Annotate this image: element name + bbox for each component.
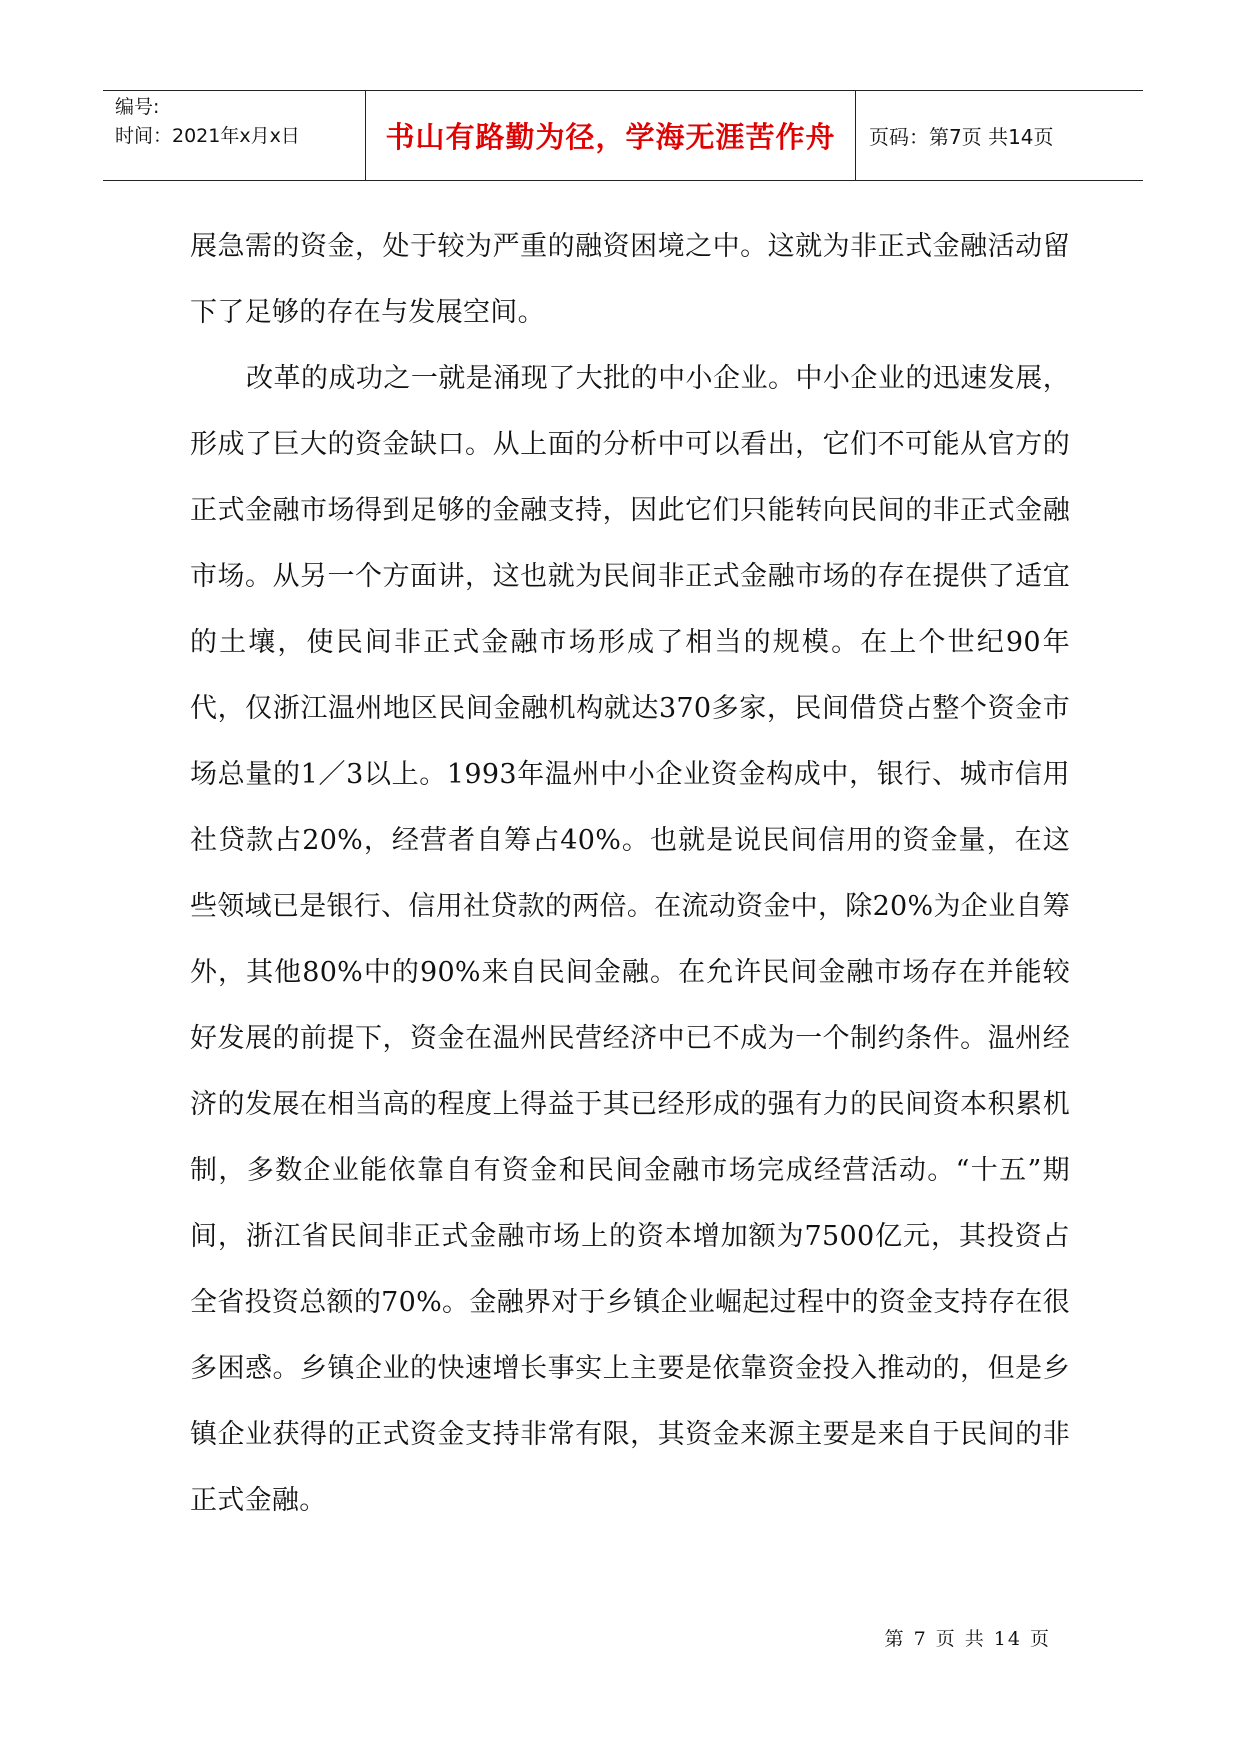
document-body <box>190 214 1070 1534</box>
paragraph-continuation: 展急需的资金，处于较为严重的融资困境之中。这就为非正式金融活动留下了足够的存在与发展空间。 <box>190 231 1070 328</box>
page-header <box>103 90 1143 181</box>
page-footer: 第 7 页 共 14 页 <box>884 1628 1051 1650</box>
header-meta <box>103 91 366 180</box>
document-number-label: 编号: <box>115 96 160 118</box>
paragraph: 改革的成功之一就是涌现了大批的中小企业。中小企业的迅速发展，形成了巨大的资金缺口。从上面的分析中可以看出，它们不可能从官方的正式金融市场得到足够的金融支持，因此它们只能转向民间的非正式金融市场。从另一个方面讲，这也就为民间非正式金融市场的存在提供了适宜的土壤，使民间非正式金融市场形成了相当的规模。在上个世纪90年代，仅浙江温州地区民间金融机构就达370多家，民间借贷占整个资金市场总量的1／3以上。1993年温州中小企业资金构成中，银行、城市信用社贷款占20%，经营者自筹占40%。也就是说民间信用的资金量，在这些领域已是银行、信用社贷款的两倍。在流动资金中，除20%为企业自筹外，其他80%中的90%来自民间金融。在允许民间金融市场存在并能较好发展的前提下，资金在温州民营经济中已不成为一个制约条件。温州经济的发展在相当高的程度上得益于其已经形成的强有力的民间资本积累机制，多数企业能依靠自有资金和民间金融市场完成经营活动。“十五”期间，浙江省民间非正式金融市场上的资本增加额为7500亿元，其投资占全省投资总额的70%。金融界对于乡镇企业崛起过程中的资金支持存在很多困惑。乡镇企业的快速增长事实上主要是依靠资金投入推动的，但是乡镇企业获得的正式资金支持非常有限，其资金来源主要是来自于民间的非正式金融。 <box>190 363 1070 1516</box>
header-motto: 书山有路勤为径，学海无涯苦作舟 <box>366 91 856 180</box>
document-time-label: 时间：2021年x月x日 <box>115 125 300 147</box>
header-page-info: 页码：第7页 共14页 <box>869 125 1054 149</box>
